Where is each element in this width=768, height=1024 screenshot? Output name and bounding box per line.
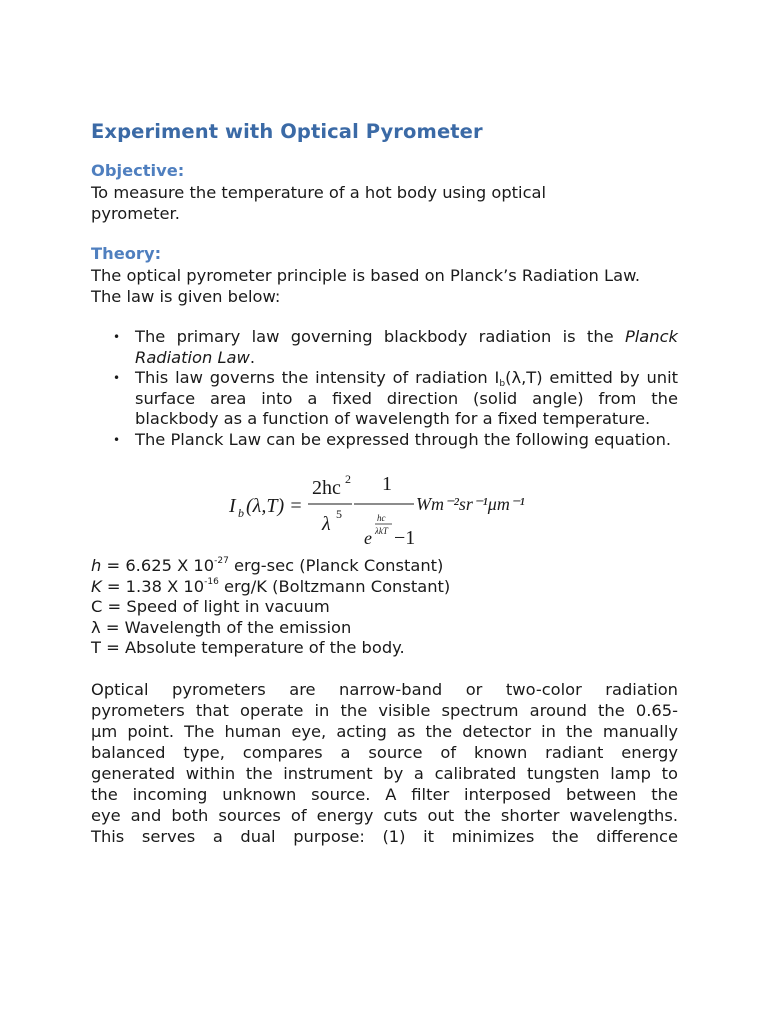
bullet-icon: • (113, 432, 121, 447)
objective-heading: Objective: (91, 161, 185, 180)
planck-law-emphasis: Planck Radiation Law (135, 327, 678, 367)
list-item: • This law governs the intensity of radiation $I_b(\lambda,T)$ emitted by unit surface area into a fixed direction (solid angle) from the blackbody as a function of wavelength for a fixed temperature. (113, 368, 678, 428)
variable-h: h = 6.625 X $10^{-27}$ erg-sec (Planck Constant) (91, 556, 444, 575)
paragraph-line: pyrometers that operate in the visible spectrum around the 0.65- (91, 700, 678, 720)
list-item: • The Planck Law can be expressed through the following equation. (113, 429, 672, 449)
variable-c: C = Speed of light in vacuum (91, 597, 330, 617)
variable-k: K = 1.38 X $10^{-16}$ erg/K (Boltzmann Constant) (91, 576, 451, 596)
paragraph-line: balanced type, compares a source of known radiant energy (91, 742, 678, 762)
closing-paragraph (91, 679, 678, 847)
paragraph-line: This serves a dual purpose: (1) it minimizes the difference (91, 826, 678, 846)
equation-lhs-sub: b (238, 506, 244, 520)
bullet-icon: • (113, 330, 121, 344)
theory-bullet-list (91, 327, 678, 450)
planck-equation (91, 460, 678, 548)
equation-numerator-1-sup: 2 (345, 472, 351, 486)
equation-lhs-args: (λ,T) = (246, 495, 303, 517)
equation-denominator-1: λ (322, 513, 331, 535)
equation-exp-numerator: hc (377, 513, 386, 523)
paragraph-line: the incoming unknown source. A filter interposed between the (91, 784, 678, 804)
theory-heading: Theory: (91, 244, 162, 263)
variable-definitions (91, 556, 678, 659)
equation-denominator-1-sup: 5 (336, 507, 342, 521)
list-item: • The primary law governing blackbody radiation is the Planck Radiation Law. (113, 327, 678, 367)
variable-t: T = Absolute temperature of the body. (91, 638, 405, 658)
paragraph-line: generated within the instrument by a calibrated tungsten lamp to (91, 763, 678, 783)
equation-exp-denominator: λkT (375, 526, 388, 536)
variable-lambda: λ = Wavelength of the emission (91, 617, 352, 637)
objective-text: To measure the temperature of a hot body using optical pyrometer. (91, 183, 547, 223)
equation-units: Wm⁻²sr⁻¹μm⁻¹ (416, 494, 525, 514)
document-title: Experiment with Optical Pyrometer (91, 120, 483, 143)
equation-numerator-2: 1 (382, 473, 392, 495)
paragraph-line: eye and both sources of energy cuts out the shorter wavelengths. (91, 805, 678, 825)
document-page (91, 120, 678, 847)
bullet-icon: • (113, 371, 121, 385)
equation-numerator-1: 2hc (312, 477, 341, 499)
paragraph-line: Optical pyrometers are narrow-band or two-color radiation (91, 679, 678, 699)
equation-denominator-2-tail: −1 (394, 527, 416, 548)
paragraph-line: μm point. The human eye, acting as the detector in the manually (91, 721, 678, 741)
equation-exp-base: e (364, 528, 372, 548)
equation-lhs: I (229, 495, 236, 517)
theory-intro: The optical pyrometer principle is based on Planck’s Radiation Law. The law is given below: (91, 266, 641, 306)
